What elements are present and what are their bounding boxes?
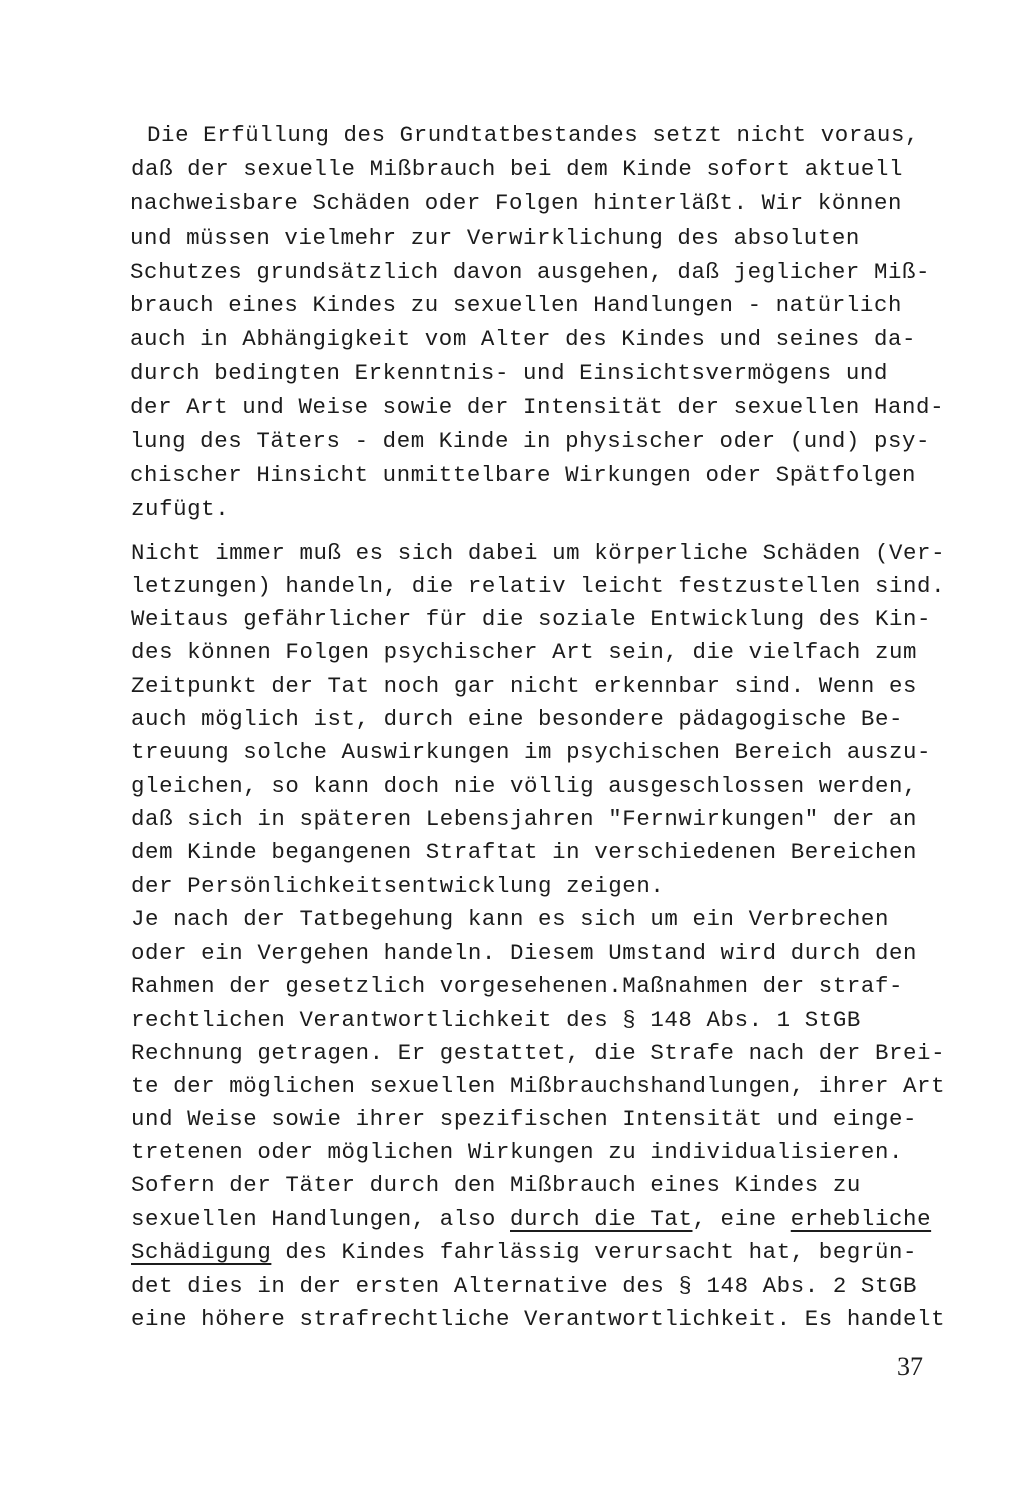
- text-line: auch möglich ist, durch eine besondere pädagogische Be-: [131, 706, 904, 732]
- page-number: 37: [897, 1352, 923, 1381]
- text-line: Rahmen der gesetzlich vorgesehenen.Maßnahmen der straf-: [131, 973, 904, 999]
- text-segment: sexuellen Handlungen, also: [131, 1206, 510, 1232]
- text-line: durch bedingten Erkenntnis- und Einsichtsvermögens und: [130, 360, 888, 386]
- text-line: Rechnung getragen. Er gestattet, die Strafe nach der Brei-: [131, 1040, 946, 1066]
- text-line: rechtlichen Verantwortlichkeit des § 148 Abs. 1 StGB: [131, 1007, 861, 1033]
- text-line: und Weise sowie ihrer spezifischen Intensität und einge-: [131, 1106, 918, 1132]
- text-line: Sofern der Täter durch den Mißbrauch eines Kindes zu: [131, 1172, 861, 1198]
- text-segment: , eine: [692, 1206, 791, 1232]
- text-line: Schutzes grundsätzlich davon ausgehen, daß jeglicher Miß-: [130, 259, 931, 285]
- text-line: Die Erfüllung des Grundtatbestandes setzt nicht voraus,: [147, 122, 920, 148]
- text-line: der Art und Weise sowie der Intensität der sexuellen Hand-: [130, 394, 945, 420]
- text-line: [131, 1205, 931, 1233]
- text-line: gleichen, so kann doch nie völlig ausgeschlossen werden,: [131, 773, 918, 799]
- text-line: zufügt.: [131, 496, 230, 522]
- text-line: letzungen) handeln, die relativ leicht festzustellen sind.: [131, 573, 946, 599]
- text-line: oder ein Vergehen handeln. Diesem Umstand wird durch den: [131, 940, 918, 966]
- text-line: dem Kinde begangenen Straftat in verschiedenen Bereichen: [131, 839, 918, 865]
- text-line: daß sich in späteren Lebensjahren "Fernwirkungen" der an: [131, 806, 918, 832]
- text-segment: des Kindes fahrlässig verursacht hat, begrün-: [271, 1239, 918, 1265]
- text-line: Weitaus gefährlicher für die soziale Entwicklung des Kin-: [131, 606, 932, 632]
- text-line: und müssen vielmehr zur Verwirklichung des absoluten: [130, 225, 860, 251]
- text-line: lung des Täters - dem Kinde in physischer oder (und) psy-: [130, 428, 931, 454]
- text-line: eine höhere strafrechtliche Verantwortlichkeit. Es handelt: [131, 1306, 946, 1332]
- text-line: nachweisbare Schäden oder Folgen hinterläßt. Wir können: [130, 190, 903, 216]
- text-line: treuung solche Auswirkungen im psychischen Bereich auszu-: [131, 739, 932, 765]
- text-line: brauch eines Kindes zu sexuellen Handlungen - natürlich: [130, 292, 903, 318]
- text-line: des können Folgen psychischer Art sein, die vielfach zum: [131, 639, 918, 665]
- text-line: Je nach der Tatbegehung kann es sich um ein Verbrechen: [131, 906, 889, 932]
- underlined-phrase: durch die Tat: [510, 1206, 693, 1232]
- text-line: Nicht immer muß es sich dabei um körperliche Schäden (Ver-: [131, 540, 946, 566]
- text-line: der Persönlichkeitsentwicklung zeigen.: [131, 873, 665, 899]
- text-line: auch in Abhängigkeit vom Alter des Kindes und seines da-: [130, 326, 917, 352]
- underlined-phrase: Schädigung: [131, 1239, 272, 1265]
- text-line: chischer Hinsicht unmittelbare Wirkungen oder Spätfolgen: [130, 462, 917, 488]
- text-line: det dies in der ersten Alternative des § 148 Abs. 2 StGB: [131, 1273, 918, 1299]
- text-line: Zeitpunkt der Tat noch gar nicht erkennbar sind. Wenn es: [131, 673, 918, 699]
- text-line: tretenen oder möglichen Wirkungen zu individualisieren.: [131, 1139, 904, 1165]
- text-line: te der möglichen sexuellen Mißbrauchshandlungen, ihrer Art: [131, 1073, 946, 1099]
- text-line: [131, 1238, 917, 1266]
- underlined-phrase: erhebliche: [790, 1206, 932, 1232]
- text-line: daß der sexuelle Mißbrauch bei dem Kinde sofort aktuell: [131, 156, 904, 182]
